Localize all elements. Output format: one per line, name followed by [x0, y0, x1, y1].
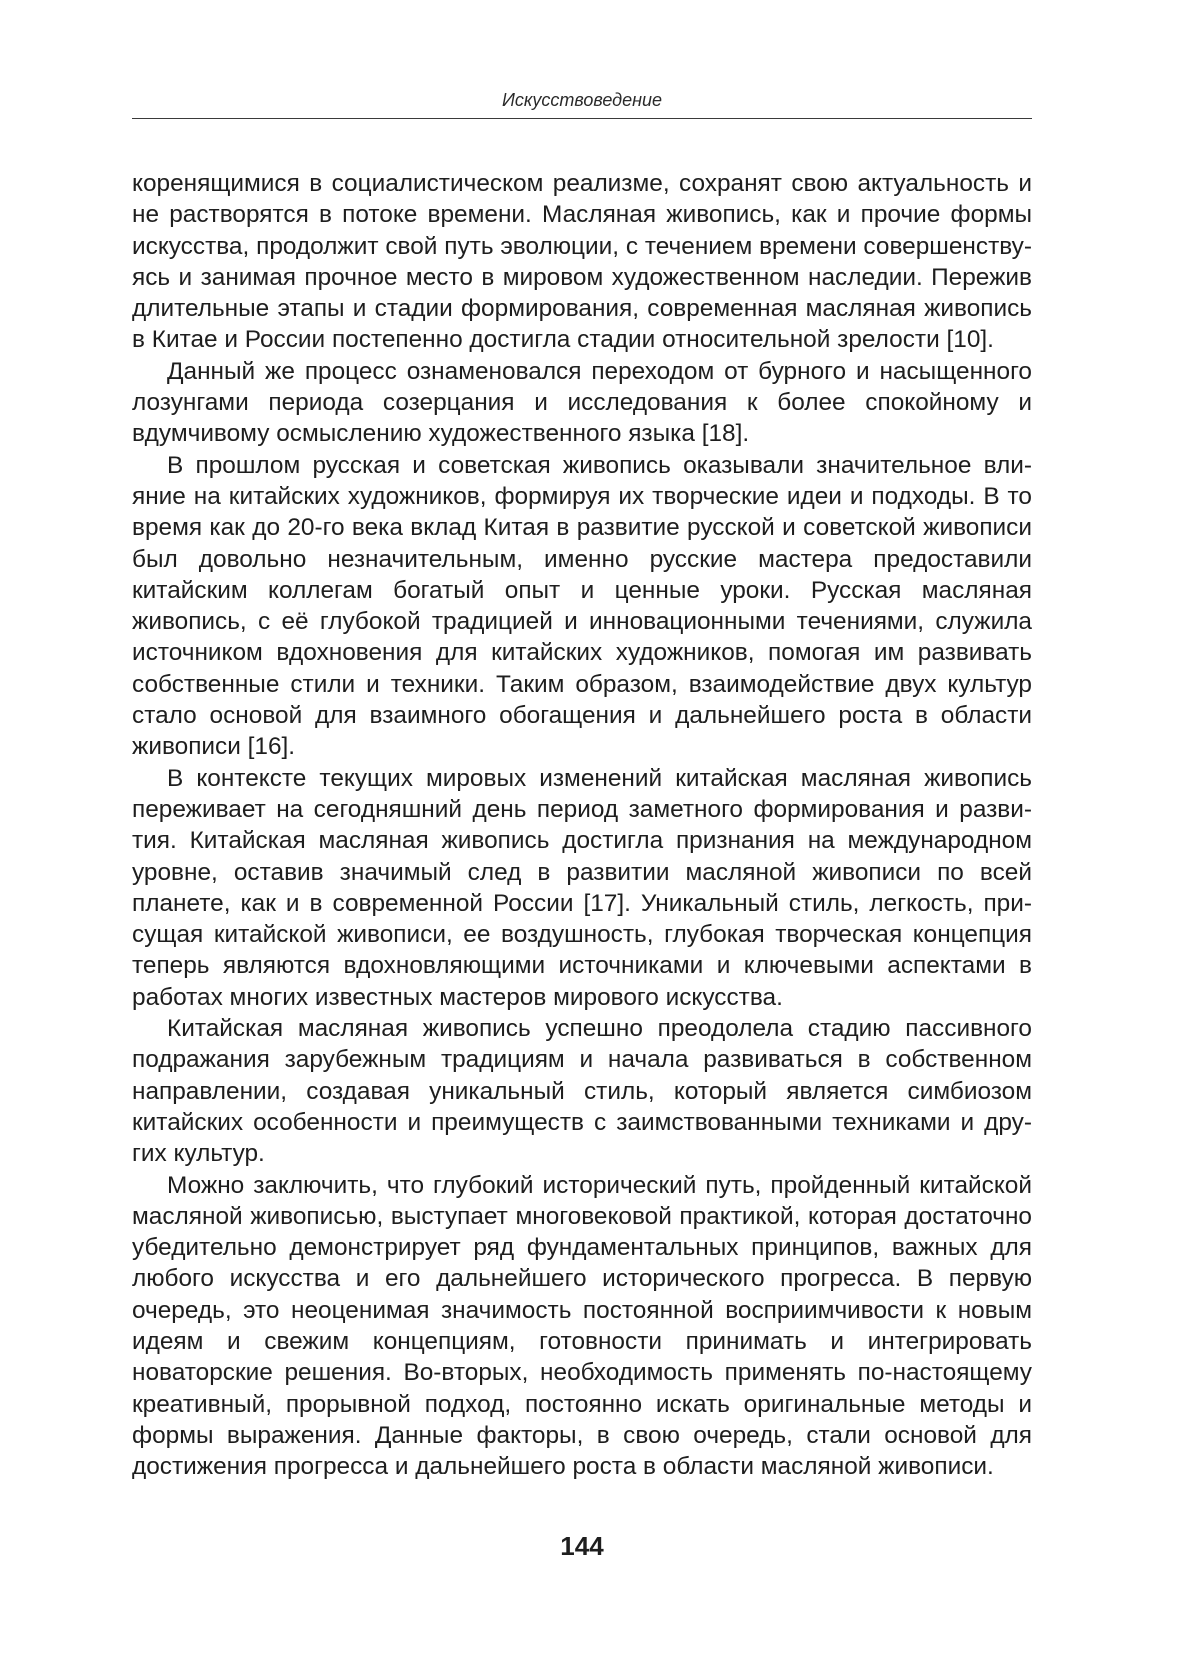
paragraph-continued: коренящимися в социалистическом реализме, сохранят свою актуальность и не растворятся в потоке времени. Масляная живопись, как и прочие формы искусства, продолжит свой путь эволюции, с течением времени совершенствуясь и занимая прочное место в мировом художественном наследии. Пережив длительные этапы и стадии формирования, современная масляная живопись в Китае и России постепенно достигла стадии относительной зрелости [10].: [132, 170, 1032, 354]
paragraph: Данный же процесс ознаменовался переходом от бурного и насыщенного лозунгами периода созерцания и исследования к более спокойному и вдумчивому осмыслению художественного языка [18].: [132, 357, 1032, 448]
body-text: [132, 168, 1032, 1482]
running-header: Искусствоведение: [501, 90, 663, 110]
page-number: 144: [560, 1531, 604, 1561]
paragraph: Можно заключить, что глубокий исторический путь, пройденный китайской масляной живописью, выступает многовековой практикой, которая достаточно убедительно демонстрирует ряд фундаментальных принципов, важных для любого искусства и его дальнейшего исторического прогресса. В первую очередь, это неоценимая значимость постоянной восприимчивости к новым идеям и свежим концепциям, готовности принимать и интегрировать новаторские решения. Во-вторых, необходимость применять по-настоящему креативный, прорывной подход, постоянно искать оригинальные методы и формы выражения. Данные факторы, в свою очередь, стали основой для достижения прогресса и дальнейшего роста в области масляной живописи.: [132, 1171, 1032, 1481]
paragraph: Китайская масляная живопись успешно преодолела стадию пассивного подражания зарубежным традициям и начала развиваться в собственном направлении, создавая уникальный стиль, который является симбиозом китайских особенности и преимуществ с заимствованными техниками и других культур.: [132, 1015, 1032, 1168]
header-divider: [132, 118, 1032, 119]
paragraph: В контексте текущих мировых изменений китайская масляная живопись переживает на сегодняшний день период заметного формирования и развития. Китайская масляная живопись достигла признания на международном уровне, оставив значимый след в развитии масляной живописи по всей планете, как и в современной России [17]. Уникальный стиль, легкость, присущая китайской живописи, ее воздушность, глубокая творческая концепция теперь являются вдохновляющими источниками и ключевыми аспектами в работах многих известных мастеров мирового искусства.: [132, 764, 1032, 1011]
paragraph: В прошлом русская и советская живопись оказывали значительное влияние на китайских художников, формируя их творческие идеи и подходы. В то время как до 20-го века вклад Китая в развитие русской и советской живописи был довольно незначительным, именно русские мастера предоставили китайским коллегам богатый опыт и ценные уроки. Русская масляная живопись, с её глубокой традицией и инновационными течениями, служила источником вдохновения для китайских художников, помогая им развивать собственные стили и техники. Таким образом, взаимодействие двух культур стало основой для взаимного обогащения и дальнейшего роста в области живописи [16].: [132, 451, 1032, 761]
